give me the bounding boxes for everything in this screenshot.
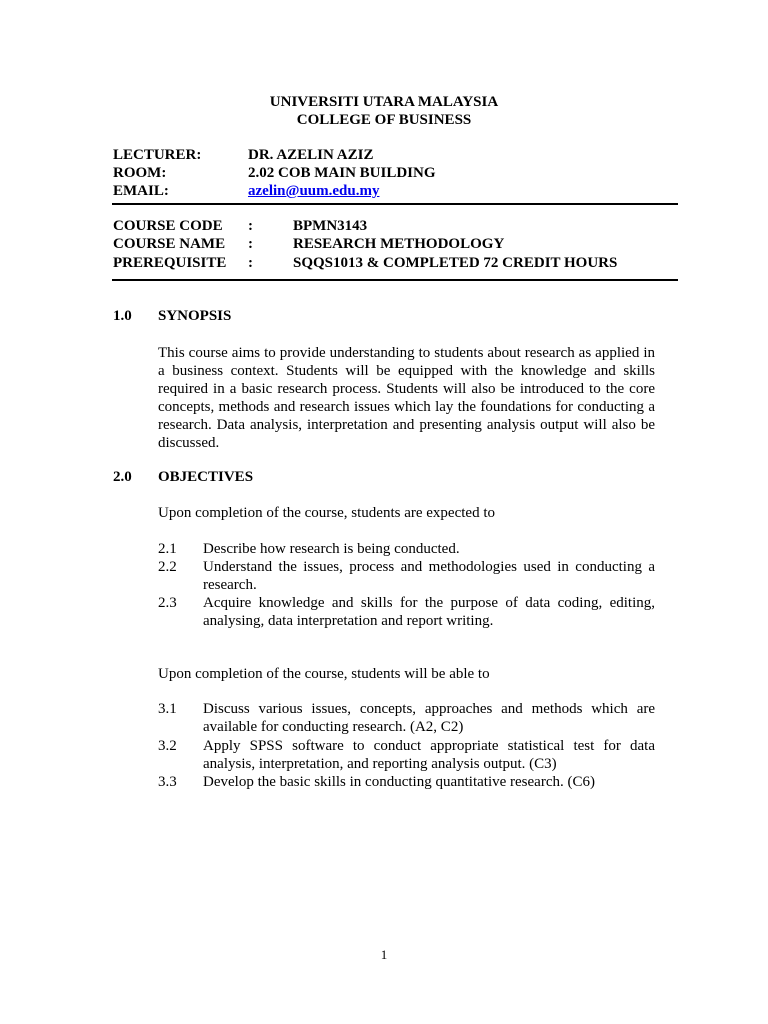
list-item-number: 3.1 [158,701,177,717]
email-label: EMAIL: [113,183,169,199]
email-link[interactable]: azelin@uum.edu.my [248,183,380,199]
list-item-text: Develop the basic skills in conducting quantitative research. (C6) [203,774,595,790]
prerequisite-label: PREREQUISITE [113,255,227,271]
objectives-heading: OBJECTIVES [158,469,254,485]
objectives-number: 2.0 [113,469,132,485]
list-item-text: Discuss various issues, concepts, approaches and methods which are available for conducting research. (A2, C2) [203,701,655,735]
synopsis-heading: SYNOPSIS [158,308,232,324]
lecturer-label: LECTURER: [113,147,202,163]
course-code-label: COURSE CODE [113,218,223,234]
synopsis-body: This course aims to provide understanding to students about research as applied in a business context. Students will be equipped with the knowledge and skills required in a basic research process. Students will also be introduced to the core concepts, methods and research issues which lay the foundations for conducting a research. Data analysis, interpretation and presenting analysis output will also be discussed. [158,345,655,451]
prerequisite-value: SQQS1013 & COMPLETED 72 CREDIT HOURS [293,255,618,271]
list-item-number: 3.3 [158,774,177,790]
list-item-text: Acquire knowledge and skills for the purpose of data coding, editing, analysing, data interpretation and report writing. [203,595,655,629]
synopsis-number: 1.0 [113,308,132,324]
college-name: COLLEGE OF BUSINESS [296,112,472,128]
page-number: 1 [380,947,388,962]
course-name-value: RESEARCH METHODOLOGY [293,236,505,252]
list-item-number: 3.2 [158,738,177,754]
course-code-value: BPMN3143 [293,218,368,234]
divider-bottom [112,279,678,281]
course-name-separator: : [248,236,253,252]
prerequisite-separator: : [248,255,253,271]
lecturer-value: DR. AZELIN AZIZ [248,147,374,163]
divider-top [112,203,678,205]
list-item-text: Apply SPSS software to conduct appropriate statistical test for data analysis, interpretation, and reporting analysis output. (C3) [203,738,655,772]
objectives-list [158,540,655,630]
list-item-text: Describe how research is being conducted. [203,541,460,557]
outcomes-intro: Upon completion of the course, students will be able to [158,666,490,682]
list-item-number: 2.2 [158,559,177,575]
university-name: UNIVERSITI UTARA MALAYSIA [269,94,499,110]
objectives-intro: Upon completion of the course, students are expected to [158,505,495,521]
list-item-number: 2.3 [158,595,177,611]
list-item-number: 2.1 [158,541,177,557]
room-label: ROOM: [113,165,167,181]
course-name-label: COURSE NAME [113,236,226,252]
room-value: 2.02 COB MAIN BUILDING [248,165,436,181]
course-code-separator: : [248,218,253,234]
outcomes-list [158,700,655,790]
list-item-text: Understand the issues, process and methodologies used in conducting a research. [203,559,655,593]
